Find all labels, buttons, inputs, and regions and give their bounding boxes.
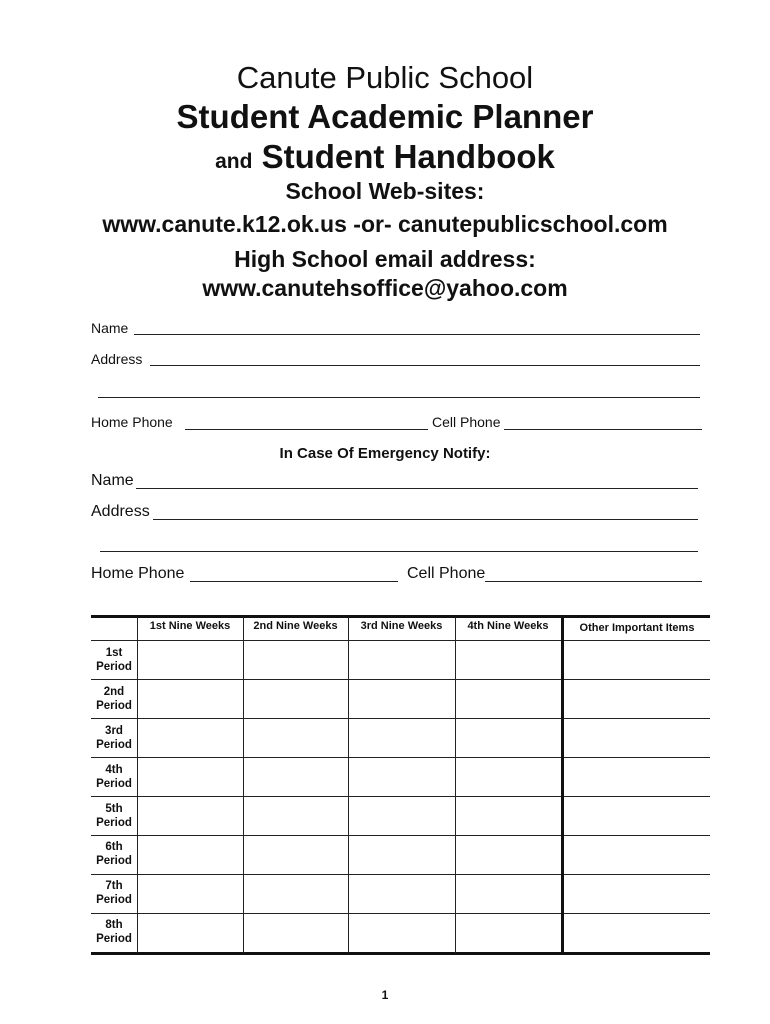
col-header-1st-nine-weeks: 1st Nine Weeks — [149, 620, 231, 632]
row-label-1st-period — [91, 646, 137, 674]
websites: www.canute.k12.ok.us -or- canutepublicschool.com — [102, 211, 668, 237]
row-divider — [91, 913, 710, 914]
email: www.canutehsoffice@yahoo.com — [202, 275, 568, 301]
emergency-name-label: Name — [91, 472, 134, 489]
row-label-6th-period — [91, 840, 137, 868]
column-divider-thick — [561, 617, 564, 953]
row-divider — [91, 718, 710, 719]
row-word: Period — [96, 894, 132, 906]
row-label-5th-period — [91, 802, 137, 830]
emergency-cell-phone-field[interactable] — [485, 581, 702, 582]
row-ordinal: 8th — [105, 919, 123, 931]
handbook-title: Student Handbook — [261, 138, 555, 175]
and-word: and — [215, 150, 253, 173]
row-ordinal: 3rd — [105, 725, 123, 737]
row-word: Period — [96, 855, 132, 867]
column-divider — [243, 617, 244, 953]
emergency-cell-phone-label: Cell Phone — [407, 565, 486, 582]
emergency-address-label: Address — [91, 503, 150, 520]
row-word: Period — [96, 700, 132, 712]
row-ordinal: 2nd — [103, 686, 125, 698]
handbook-title-line — [0, 138, 770, 176]
table-top-border — [91, 615, 710, 618]
name-field[interactable] — [134, 334, 700, 335]
table-bottom-border — [91, 952, 710, 955]
row-word: Period — [96, 778, 132, 790]
email-label: High School email address: — [234, 246, 536, 272]
row-ordinal: 7th — [105, 880, 123, 892]
websites-label: School Web-sites: — [285, 178, 485, 204]
page-number: 1 — [381, 988, 389, 1002]
row-ordinal: 1st — [105, 647, 123, 659]
emergency-home-phone-field[interactable] — [190, 581, 398, 582]
emergency-home-phone-label: Home Phone — [91, 565, 185, 582]
cell-phone-label: Cell Phone — [432, 414, 501, 430]
row-divider — [91, 874, 710, 875]
emergency-heading: In Case Of Emergency Notify: — [279, 445, 491, 462]
row-label-2nd-period — [91, 685, 137, 713]
row-divider — [91, 835, 710, 836]
row-ordinal: 6th — [105, 841, 123, 853]
row-label-8th-period — [91, 918, 137, 946]
row-divider — [91, 679, 710, 680]
row-word: Period — [96, 661, 132, 673]
address-label: Address — [91, 351, 143, 367]
col-header-2nd-nine-weeks: 2nd Nine Weeks — [253, 620, 338, 632]
emergency-name-field[interactable] — [136, 488, 698, 489]
home-phone-label: Home Phone — [91, 414, 173, 430]
planner-title: Student Academic Planner — [176, 98, 594, 135]
row-word: Period — [96, 817, 132, 829]
home-phone-field[interactable] — [185, 429, 428, 430]
row-ordinal: 4th — [105, 764, 123, 776]
header-row-divider — [91, 640, 710, 641]
column-divider — [348, 617, 349, 953]
row-label-3rd-period — [91, 724, 137, 752]
row-ordinal: 5th — [105, 803, 123, 815]
row-divider — [91, 796, 710, 797]
col-header-4th-nine-weeks: 4th Nine Weeks — [467, 620, 549, 632]
address-field-line-2[interactable] — [98, 397, 700, 398]
row-label-7th-period — [91, 879, 137, 907]
row-divider — [91, 757, 710, 758]
column-divider — [455, 617, 456, 953]
name-label: Name — [91, 320, 129, 336]
emergency-address-field-line-2[interactable] — [100, 551, 698, 552]
emergency-address-field[interactable] — [153, 519, 698, 520]
cell-phone-field[interactable] — [504, 429, 702, 430]
col-header-other-items: Other Important Items — [579, 622, 695, 634]
row-word: Period — [96, 933, 132, 945]
row-label-4th-period — [91, 763, 137, 791]
address-field[interactable] — [150, 365, 700, 366]
col-header-3rd-nine-weeks: 3rd Nine Weeks — [360, 620, 443, 632]
school-name: Canute Public School — [236, 60, 534, 95]
column-divider — [137, 617, 138, 953]
row-word: Period — [96, 739, 132, 751]
